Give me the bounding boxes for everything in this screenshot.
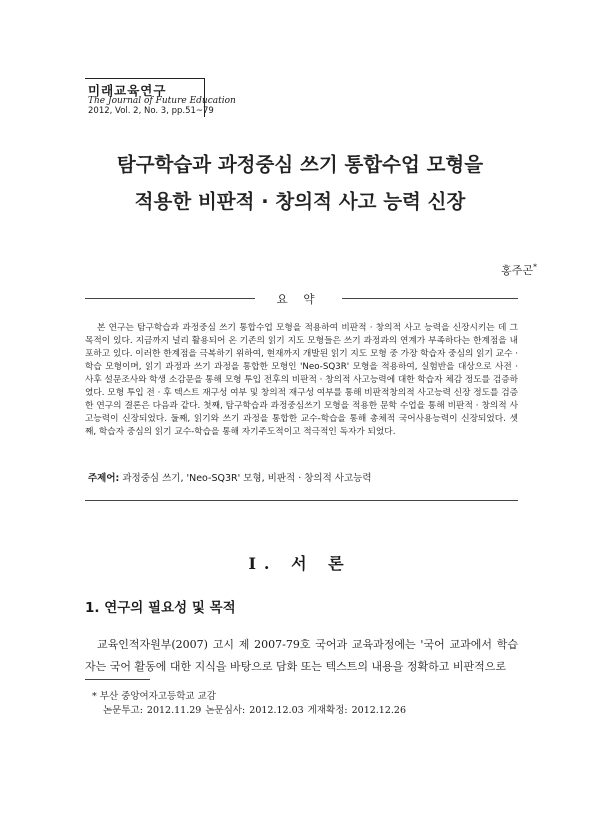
journal-name-korean: 미래교육연구 <box>88 83 167 98</box>
abstract-rule-right <box>342 298 518 299</box>
body-paragraph <box>85 634 518 678</box>
subsection-heading: 1. 연구의 필요성 및 목적 <box>85 600 236 616</box>
author-footnote-mark: * <box>533 262 537 272</box>
abstract-label: 요 약 <box>276 292 321 306</box>
abstract-rule-bottom <box>85 500 518 501</box>
footnote-rule <box>85 679 150 680</box>
keywords <box>88 470 372 484</box>
keywords-label: 주제어: <box>88 473 120 484</box>
section-heading: Ⅰ. 서 론 <box>248 554 352 573</box>
abstract-text: 본 연구는 탐구학습과 과정중심 쓰기 통합수업 모형을 적용하여 비판적 · 창의적 사고 능력을 신장시키는 데 그 목적이 있다. 지금까지 널리 활용되어 온 기존의 읽기 지도 모형들은 쓰기 과정과의 연계가 부족하다는 한계점을 내포하고 있다. 이러한 한계점을 극복하기 위하여, 현재까지 개발된 읽기 지도 모형 중 가장 학습자 중심의 읽기 교수 · 학습 모형이며, 읽기 과정과 쓰기 과정을 통합한 모형인 'Neo-SQ3R' 모형을 적용하여, 실험반을 대상으로 사전 · 사후 설문조사와 학생 소감문을 통해 모형 투입 전후의 비판적 · 창의적 사고능력에 대한 학습자 체감 정도를 검증하였다. 모형 투입 전 · 후 텍스트 재구성 여부 및 창의적 재구성 여부를 통해 비판적창의적 사고능력 신장 정도를 검증한 연구의 결론은 다음과 같다. 첫째, 탐구학습과 과정중심쓰기 모형을 적용한 문학 수업을 통해 비판적 · 창의적 사고능력이 신장되었다. 둘째, 읽기와 쓰기 과정을 통합한 교수-학습을 통해 총체적 국어사용능력이 신장되었다. 셋째, 학습자 중심의 읽기 교수-학습을 통해 자기주도적이고 적극적인 독자가 되었다. <box>85 323 518 437</box>
abstract-body <box>85 322 518 439</box>
keywords-text: 과정중심 쓰기, 'Neo-SQ3R' 모형, 비판적 · 창의적 사고능력 <box>122 473 372 484</box>
paper-title-line-2: 적용한 비판적 · 창의적 사고 능력 신장 <box>134 190 466 213</box>
footnote-affiliation: * 부산 중앙여자고등학교 교감 <box>92 691 216 702</box>
author <box>501 262 537 278</box>
journal-volume-info: 2012, Vol. 2, No. 3, pp.51~79 <box>88 106 214 116</box>
body-paragraph-text: 교육인적자원부(2007) 고시 제 2007-79호 국어과 교육과정에는 '국어 교과에서 학습자는 국어 활동에 대한 지식을 바탕으로 담화 또는 텍스트의 내용을 정확하고 비판적으로 <box>85 638 518 673</box>
paper-title-line-1: 탐구학습과 과정중심 쓰기 통합수업 모형을 <box>116 153 484 176</box>
author-name: 홍주곤 <box>501 264 533 277</box>
footnote-dates: 논문투고: 2012.11.29 논문심사: 2012.12.03 게재확정: 2012.12.26 <box>103 705 407 716</box>
abstract-rule-left <box>85 298 255 299</box>
journal-name-english: The Journal of Future Education <box>88 96 236 106</box>
